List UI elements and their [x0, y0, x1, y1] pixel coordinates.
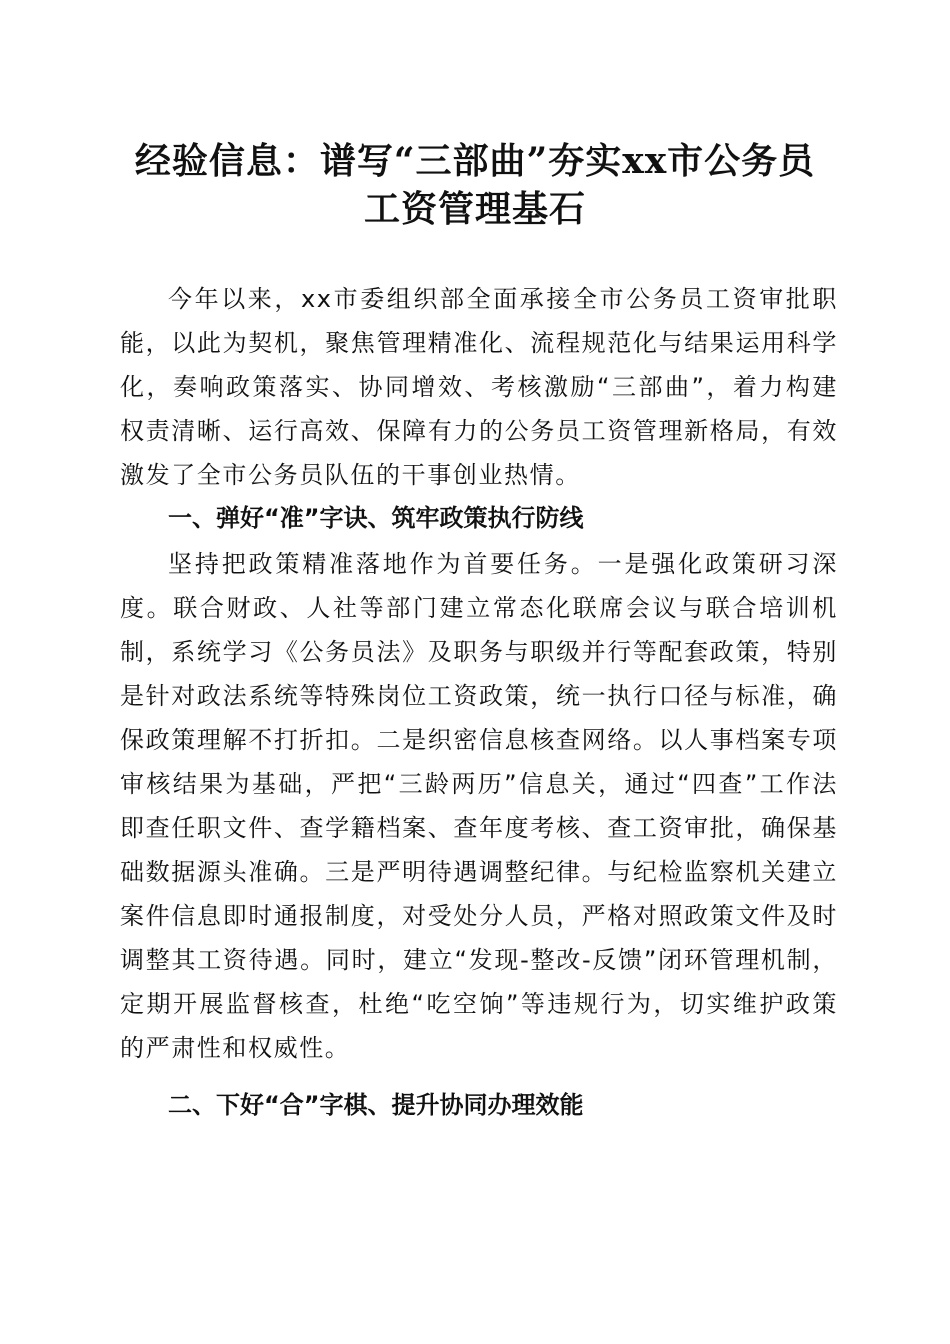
- title-line-1: 经验信息：谱写“三部曲”夯实xx市公务员: [134, 140, 816, 182]
- section-1-paragraph: 坚持把政策精准落地作为首要任务。一是强化政策研习深度。联合财政、人社等部门建立常态化联席会议与联合培训机制，系统学习《公务员法》及职务与职级并行等配套政策，特别是针对政法系统等特殊岗位工资政策，统一执行口径与标准，确保政策理解不打折扣。二是织密信息核查网络。以人事档案专项审核结果为基础，严把“三龄两历”信息关，通过“四查”工作法即查任职文件、查学籍档案、查年度考核、查工资审批，确保基础数据源头准确。三是严明待遇调整纪律。与纪检监察机关建立案件信息即时通报制度，对受处分人员，严格对照政策文件及时调整其工资待遇。同时，建立“发现-整改-反馈”闭环管理机制，定期开展监督核查，杜绝“吃空饷”等违规行为，切实维护政策的严肃性和权威性。: [120, 550, 838, 1062]
- section-heading-2: 二、下好“合”字棋、提升协同办理效能: [168, 1091, 584, 1119]
- intro-paragraph: 今年以来，xx市委组织部全面承接全市公务员工资审批职能，以此为契机，聚焦管理精准化、流程规范化与结果运用科学化，奏响政策落实、协同增效、考核激励“三部曲”，着力构建权责清晰、运行高效、保障有力的公务员工资管理新格局，有效激发了全市公务员队伍的干事创业热情。: [120, 285, 838, 489]
- title-line-2: 工资管理基石: [363, 188, 586, 230]
- section-heading-1: 一、弹好“准”字诀、筑牢政策执行防线: [168, 504, 584, 532]
- document-title: [100, 137, 850, 233]
